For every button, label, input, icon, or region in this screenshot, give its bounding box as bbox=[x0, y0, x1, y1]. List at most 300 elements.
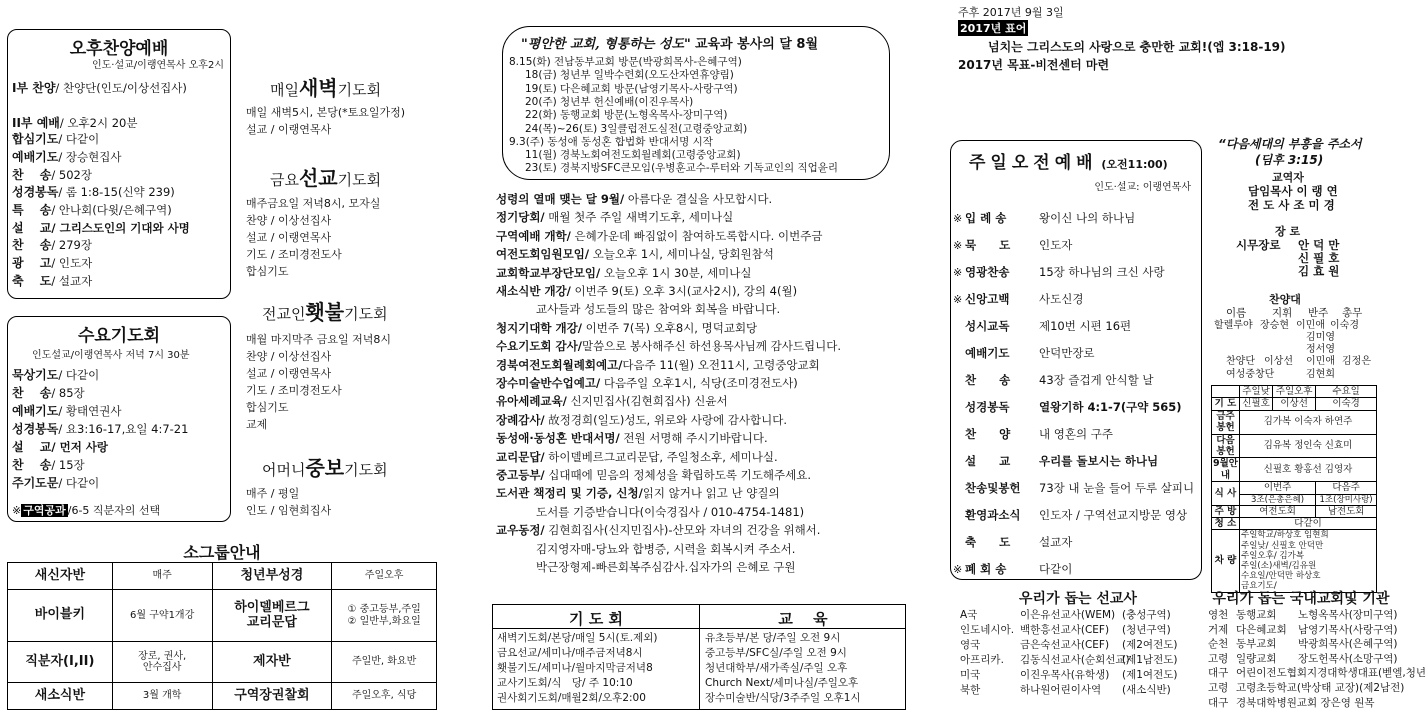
smallgroup-cell: 구역장권찰회 bbox=[212, 682, 332, 709]
service-label: 폐 회 송 bbox=[965, 562, 1007, 576]
row-value: / 다같이 bbox=[58, 476, 100, 490]
missionary-cell: 미국 bbox=[960, 669, 981, 681]
row-label: I부 찬양 bbox=[12, 81, 56, 95]
news-label: 수요기도회 감사/ bbox=[496, 339, 582, 354]
row-value: / 오후2시 20분 bbox=[59, 116, 138, 130]
row-label: 광 고 bbox=[12, 256, 52, 270]
service-value: 인도자 bbox=[1039, 238, 1073, 252]
row-label: 설 교 bbox=[12, 221, 52, 235]
duty-row bbox=[1212, 482, 1377, 494]
service-label: 입 례 송 bbox=[965, 211, 1007, 225]
news-text: 읽지 않거나 읽고 난 양질의 bbox=[642, 486, 780, 501]
domestic-cell: 고령 bbox=[1208, 652, 1229, 665]
news-label: 경북여전도회월례회예고/ bbox=[496, 357, 623, 372]
row-value: / 다같이 bbox=[58, 132, 100, 146]
smallgroup-cell: 3월 개학 bbox=[112, 682, 212, 709]
morning-service-box bbox=[950, 140, 1202, 580]
choir-cell: 이상선 bbox=[1264, 356, 1293, 367]
row-value: / 장승현집사 bbox=[58, 150, 122, 164]
choir-cell: 장승현 bbox=[1260, 320, 1289, 331]
news-label: 유아세례교육/ bbox=[496, 394, 567, 409]
domestic-cell: 박광희목사(은혜구역) bbox=[1298, 638, 1398, 651]
choir-cell: 김현희 bbox=[1306, 369, 1335, 380]
service-value: 15장 하나님의 크신 사랑 bbox=[1039, 265, 1165, 279]
duty-cell: 남전도회 bbox=[1316, 505, 1377, 517]
missionary-cell: 금은숙선교사(CEF) bbox=[1020, 639, 1110, 651]
duty-cell: 신필호 황홍선 김영자 bbox=[1240, 458, 1377, 482]
service-label: 성시교독 bbox=[965, 319, 1010, 333]
duty-cell: 김유복 정인숙 신효미 bbox=[1240, 434, 1377, 458]
duty-header: 주일오후 bbox=[1273, 386, 1316, 398]
news-label: 여전도회임원모임/ bbox=[496, 247, 590, 262]
domestic-cell: 노형옥목사(장미구역) bbox=[1298, 609, 1398, 621]
domestic-cell: 고령초등학교(박상태 교장)(제2남전) bbox=[1236, 682, 1405, 694]
standing-mark: ※ bbox=[953, 212, 963, 225]
service-value: 내 영혼의 구주 bbox=[1039, 427, 1113, 441]
news-label: 새소식반 개강/ bbox=[496, 284, 571, 298]
news-item bbox=[496, 341, 841, 353]
choir-cell: 이민애 bbox=[1306, 356, 1335, 367]
smallgroup-cell: 하이델베르그 교리문답 bbox=[212, 590, 332, 642]
choir-cell: 이민애 bbox=[1296, 320, 1325, 331]
news-text: 김현희집사(신지민집사)-산모와 자녀의 건강을 위해서. bbox=[544, 523, 821, 538]
news-item bbox=[496, 412, 788, 427]
missionary-cell: (새소식반) bbox=[1122, 684, 1171, 696]
choir-col-head: 반주 bbox=[1308, 307, 1329, 319]
row-label: 합심기도 bbox=[12, 132, 59, 146]
staff-motto: “다음세대의 부흥을 주소서 bbox=[1218, 137, 1362, 151]
smallgroup-row bbox=[8, 682, 437, 709]
smallgroup-row bbox=[8, 563, 437, 590]
duty-header: 주일낮 bbox=[1240, 386, 1273, 398]
standing-mark: ※ bbox=[953, 563, 963, 576]
schedule-item: 18(금) 청년부 일박수련회(오도산자연휴양림) bbox=[525, 69, 734, 82]
missionary-cell: 아프리카. bbox=[960, 654, 1004, 666]
staff-motto-ref: (딤후 3:15) bbox=[1255, 153, 1324, 167]
news-item bbox=[496, 212, 733, 224]
wednesday-prayer-sub: 인도설교/이랭연목사 저녁 7시 30분 bbox=[32, 350, 190, 361]
choir-cell: 찬양단 bbox=[1226, 356, 1255, 367]
mission-prayer-line: 찬양 / 이상선집사 bbox=[246, 214, 332, 227]
wednesday-row bbox=[12, 369, 99, 382]
row-value: / 먼저 사랑 bbox=[51, 440, 109, 454]
afternoon-row bbox=[12, 169, 92, 182]
duty-header-row bbox=[1212, 386, 1377, 398]
prayer-meeting-item: 교사기도회/식 당/ 주 10:10 bbox=[497, 677, 633, 689]
afternoon-row bbox=[12, 257, 92, 270]
duty-table bbox=[1211, 385, 1377, 593]
row-value: / 찬양단(인도/이상선집사) bbox=[55, 81, 187, 95]
prayer-meeting-item: 횃불기도/세미나/월마지막금저녁8 bbox=[497, 662, 653, 674]
mother-prayer-line: 인도 / 임현희집사 bbox=[246, 504, 332, 517]
news-text: 교사들과 성도들의 많은 참여와 회복을 바랍니다. bbox=[536, 302, 781, 317]
news-label: 중고등부/ bbox=[496, 468, 545, 482]
schedule-item: 11(월) 경북노회여전도회월례회(고령중앙교회) bbox=[525, 149, 741, 162]
prayer-meeting-item: 새벽기도회/본당/매일 5시(토.제외) bbox=[497, 632, 658, 644]
pastor-head: 교역자 bbox=[1272, 171, 1304, 184]
elder-name: 신 필 호 bbox=[1298, 251, 1340, 265]
missionary-cell: (제2여전도) bbox=[1122, 639, 1178, 651]
choir-col-head: 총무 bbox=[1342, 307, 1363, 319]
prayer-meeting-head: 기 도 회 bbox=[569, 610, 623, 628]
afternoon-row bbox=[12, 239, 92, 252]
duty-cell: 기 도 bbox=[1212, 398, 1240, 410]
schedule-item: 20(주) 청년부 헌신예배(이진우목사) bbox=[525, 95, 694, 108]
service-value: 안덕만장로 bbox=[1039, 346, 1095, 360]
service-label: 성경봉독 bbox=[965, 400, 1010, 414]
duty-cell: 청 소 bbox=[1212, 518, 1240, 530]
education-head: 교 육 bbox=[778, 610, 828, 628]
news-text: 다음주 11(월) 오전11시, 고령중앙교회 bbox=[622, 357, 820, 372]
schedule-item: 19(토) 다은혜교회 방문(남영기목사-사랑구역) bbox=[525, 82, 738, 95]
missionary-cell: 백한흥선교사(CEF) bbox=[1020, 624, 1110, 636]
row-label: 찬 송 bbox=[12, 386, 52, 400]
schedule-item: 9.3(주) 동성애 동성혼 합법화 반대서명 시작 bbox=[509, 135, 713, 148]
duty-cell: 3조(은총은혜) bbox=[1240, 494, 1316, 505]
duty-row bbox=[1212, 518, 1377, 530]
smallgroup-row bbox=[8, 642, 437, 683]
domestic-cell: 동부교회 bbox=[1236, 638, 1277, 651]
domestic-cell: 대구 bbox=[1208, 696, 1229, 709]
row-value: / 요3:16-17,요일 4:7-21 bbox=[58, 422, 189, 436]
domestic-cell: 장도헌목사(소망구역) bbox=[1298, 652, 1398, 665]
domestic-title: 우리가 돕는 국내교회및 기관 bbox=[1212, 591, 1390, 607]
smallgroup-cell: 장로, 권사, 안수집사 bbox=[112, 642, 212, 683]
choir-head: 찬양대 bbox=[1269, 293, 1301, 306]
news-item bbox=[496, 194, 772, 206]
row-value: / 설교자 bbox=[51, 274, 93, 288]
duty-row bbox=[1212, 398, 1377, 410]
schedule-item: 22(화) 동행교회 방문(노형옥목사-장미구역) bbox=[525, 109, 728, 122]
schedule-item: 23(토) 경북지방SFC큰모임(우병훈교수-루터와 기독교인의 직업윤리 bbox=[525, 162, 839, 175]
row-value: / 롬 1:8-15(신약 239) bbox=[58, 185, 175, 199]
duty-cell: 1조(장미사랑) bbox=[1316, 494, 1377, 505]
duty-cell: 이숙경 bbox=[1316, 398, 1377, 410]
mission-prayer-line: 합심기도 bbox=[246, 265, 289, 278]
elder-head: 장 로 bbox=[1275, 225, 1301, 238]
smallgroup-cell: 주일오후 bbox=[332, 563, 437, 590]
news-text: 故정경희(일도)성도, 위로와 사랑에 감사합니다. bbox=[544, 412, 788, 427]
elder-name: 안 덕 만 bbox=[1298, 238, 1340, 252]
mission-prayer-line: 매주금요일 저녁8시, 모자실 bbox=[246, 197, 381, 210]
prayer-meeting-item: 권사회기도회/매월2회/오후2:00 bbox=[497, 692, 646, 704]
duty-cell: 이번주 bbox=[1240, 482, 1316, 494]
education-item: 중고등부/SFC실/주일 오전 9시 bbox=[705, 647, 847, 659]
smallgroup-cell: 주일반, 화요반 bbox=[332, 642, 437, 683]
smallgroup-cell: 6월 구약1개강 bbox=[112, 590, 212, 642]
afternoon-service-box bbox=[7, 29, 231, 299]
duty-header: 수요일 bbox=[1316, 386, 1377, 398]
news-label: 성령의 열매 맺는 달 9월/ bbox=[496, 192, 625, 206]
news-text: 은혜가운데 빠짐없이 참여하도록합시다. 이번주금 bbox=[570, 228, 823, 243]
smallgroup-cell: 청년부성경 bbox=[212, 563, 332, 590]
service-label: 예배기도 bbox=[965, 346, 1010, 360]
church-goal: 2017년 목표-비전센터 마련 bbox=[958, 58, 1110, 72]
afternoon-row bbox=[12, 275, 92, 288]
wednesday-row bbox=[12, 441, 108, 454]
choir-cell: 정서영 bbox=[1306, 344, 1335, 355]
row-label: 찬 송 bbox=[12, 458, 52, 472]
news-item bbox=[496, 265, 752, 280]
duty-cell: 다음주 bbox=[1316, 482, 1377, 494]
row-label: II부 예배 bbox=[12, 116, 60, 130]
news-label: 장례감사/ bbox=[496, 412, 545, 427]
standing-mark: ※ bbox=[953, 266, 963, 279]
news-item bbox=[536, 304, 780, 316]
row-value: / 85장 bbox=[51, 386, 85, 400]
service-label: 찬 양 bbox=[965, 427, 1011, 441]
bulletin-date: 주후 2017년 9월 3일 bbox=[958, 6, 1064, 19]
meeting-table bbox=[492, 604, 906, 710]
missionary-cell: A국 bbox=[960, 609, 978, 621]
service-value: 인도자 / 구역선교지방문 영상 bbox=[1039, 508, 1188, 522]
news-text: 하이델베르그교리문답, 주일청소후, 세미나실. bbox=[544, 449, 778, 464]
service-value: 제10번 시편 16편 bbox=[1039, 319, 1132, 333]
row-value: / 인도자 bbox=[51, 256, 93, 270]
news-text: 오늘오후 1시, 세미나실, 당회원참석 bbox=[589, 247, 774, 262]
row-label: 설 교 bbox=[12, 440, 52, 454]
smallgroup-row bbox=[8, 590, 437, 642]
choir-cell: 이숙경 bbox=[1330, 320, 1359, 331]
wednesday-row bbox=[12, 477, 99, 490]
news-item bbox=[496, 488, 780, 500]
mission-prayer-title: 금요선교기도회 bbox=[270, 166, 382, 190]
duty-row bbox=[1212, 458, 1377, 482]
duty-cell: 신필호 bbox=[1240, 398, 1273, 410]
pastor-name: 전 도 사 조 미 경 bbox=[1248, 198, 1335, 212]
education-item: 유초등부/본 당/주일 오전 9시 bbox=[705, 632, 841, 644]
service-value: 다같이 bbox=[1039, 562, 1073, 576]
row-value: / 황태연권사 bbox=[58, 404, 122, 418]
education-item: Church Next/세미나실/주일오후 bbox=[705, 677, 859, 689]
domestic-cell: 고령 bbox=[1208, 682, 1229, 694]
duty-header bbox=[1212, 386, 1240, 398]
elder-name: 김 효 원 bbox=[1298, 264, 1340, 278]
smallgroup-cell: 제자반 bbox=[212, 642, 332, 683]
row-label: 묵상기도 bbox=[12, 368, 59, 382]
banner-title: "평안한 교회, 형통하는 성도" 교육과 봉사의 달 8월 bbox=[521, 37, 819, 52]
news-label: 교우동정/ bbox=[496, 523, 545, 538]
news-text: 전원 서명해 주시기바랍니다. bbox=[619, 431, 768, 446]
afternoon-service-title: 오후찬양예배 bbox=[69, 39, 169, 59]
news-item bbox=[536, 541, 796, 556]
torch-prayer-line: 설교 / 이랭연목사 bbox=[246, 367, 332, 380]
choir-cell: 여성중창단 bbox=[1226, 369, 1275, 380]
duty-cell: 금주봉헌 bbox=[1212, 410, 1240, 434]
service-value: 열왕기하 4:1-7(구약 565) bbox=[1039, 400, 1182, 414]
duty-cell: 여전도회 bbox=[1240, 505, 1316, 517]
row-label: 예배기도 bbox=[12, 150, 59, 164]
domestic-cell: 경북대학병원교회 장은영 원목 bbox=[1236, 696, 1375, 709]
standing-mark: ※ bbox=[953, 293, 963, 306]
news-item bbox=[496, 228, 823, 243]
dawn-prayer-line: 설교 / 이랭연목사 bbox=[246, 123, 332, 136]
pastor-name: 담임목사 이 랭 연 bbox=[1248, 184, 1338, 198]
smallgroup-cell: 새신자반 bbox=[8, 563, 113, 590]
news-item bbox=[496, 449, 778, 464]
news-item bbox=[496, 378, 798, 390]
duty-row bbox=[1212, 530, 1377, 592]
row-label: 찬 송 bbox=[12, 238, 52, 252]
lesson-note: ※ 구역공과 /6-5 직분자의 선택 bbox=[12, 504, 161, 517]
smallgroup-cell: 직분자(I,II) bbox=[8, 642, 113, 683]
smallgroup-cell: 새소식반 bbox=[8, 682, 113, 709]
smallgroup-cell: 바이블키 bbox=[8, 590, 113, 642]
motto-label: 2017년 표어 bbox=[960, 22, 1027, 35]
row-value: / 다같이 bbox=[58, 368, 100, 382]
news-item bbox=[536, 504, 805, 519]
dawn-prayer-title: 매일새벽기도회 bbox=[270, 76, 382, 100]
choir-col-head: 지휘 bbox=[1272, 307, 1293, 319]
missionary-cell: (제1남전도) bbox=[1122, 654, 1178, 666]
torch-prayer-line: 찬양 / 이상선집사 bbox=[246, 350, 332, 363]
choir-cell: 할렐루야 bbox=[1214, 320, 1253, 331]
torch-prayer-line: 매월 마지막주 금요일 저녁8시 bbox=[246, 333, 391, 346]
news-item bbox=[496, 470, 811, 482]
service-label: 설 교 bbox=[965, 454, 1011, 468]
domestic-cell: 순천 bbox=[1208, 638, 1229, 651]
elder-label: 시무장로 bbox=[1236, 238, 1281, 252]
wednesday-row bbox=[12, 387, 85, 400]
service-value: 73장 내 눈을 들어 두루 살피니 bbox=[1039, 481, 1195, 495]
missionary-cell: (청년구역) bbox=[1122, 624, 1171, 636]
missionary-cell: 이은유선교사(WEM) bbox=[1020, 609, 1116, 621]
news-item bbox=[496, 396, 728, 408]
wednesday-row bbox=[12, 423, 188, 436]
mission-prayer-line: 설교 / 이랭연목사 bbox=[246, 231, 332, 244]
service-value: 우리를 돌보시는 하나님 bbox=[1039, 454, 1159, 468]
row-label: 예배기도 bbox=[12, 404, 59, 418]
afternoon-row bbox=[12, 133, 99, 146]
afternoon-row bbox=[12, 82, 187, 95]
row-label: 성경봉독 bbox=[12, 422, 59, 436]
smallgroup-cell: 매주 bbox=[112, 563, 212, 590]
news-label: 구역예배 개학/ bbox=[496, 228, 571, 243]
row-label: 축 도 bbox=[12, 274, 52, 288]
smallgroup-cell: 주일오후, 식당 bbox=[332, 682, 437, 709]
afternoon-row bbox=[12, 117, 137, 130]
domestic-cell: 대구 bbox=[1208, 667, 1229, 680]
news-item bbox=[496, 525, 820, 537]
service-value: 사도신경 bbox=[1039, 292, 1084, 306]
domestic-cell: 동행교회 bbox=[1236, 609, 1277, 621]
news-label: 도서관 책정리 및 기증, 신청/ bbox=[496, 486, 643, 501]
missionary-cell: 하나원어린이사역 bbox=[1020, 684, 1102, 696]
wednesday-prayer-box bbox=[7, 316, 231, 522]
service-label: 신앙고백 bbox=[965, 292, 1010, 306]
row-value: / 안나회(다윗/은혜구역) bbox=[51, 203, 172, 217]
news-label: 청지기대학 개강/ bbox=[496, 320, 582, 335]
smallgroup-cell: ① 중고등부,주일 ② 일반부,화요일 bbox=[332, 590, 437, 642]
afternoon-row bbox=[12, 222, 190, 235]
choir-col-head: 이름 bbox=[1226, 307, 1247, 319]
wednesday-row bbox=[12, 459, 85, 472]
choir-cell: 김정은 bbox=[1342, 356, 1371, 367]
news-text: 이번주 7(목) 오후8시, 명덕교회당 bbox=[581, 320, 758, 335]
domestic-cell: 영천 bbox=[1208, 609, 1229, 621]
missionary-cell: 영국 bbox=[960, 639, 981, 651]
domestic-cell: 어린이전도협회지경대학생대표(벧엘,청년 bbox=[1236, 667, 1426, 680]
news-text: 말씀으로 봉사해주신 하선용목사님께 감사드립니다. bbox=[581, 339, 841, 354]
row-label: 특 송 bbox=[12, 203, 52, 217]
news-text: 이번주 9(토) 오후 3시(교사2시), 강의 4(월) bbox=[570, 284, 798, 298]
schedule-item: 24(목)~26(토) 3일클럽전도실전(고령중앙교회) bbox=[525, 122, 748, 135]
domestic-cell: 다은혜교회 bbox=[1236, 623, 1287, 636]
news-item bbox=[496, 249, 774, 261]
news-text: 십대때에 믿음의 정체성을 확립하도록 기도해주세요. bbox=[544, 468, 811, 482]
news-label: 정기당회/ bbox=[496, 210, 545, 225]
service-value: 설교자 bbox=[1039, 535, 1073, 549]
choir-cell: 김미영 bbox=[1306, 332, 1335, 343]
mother-prayer-line: 매주 / 평일 bbox=[246, 487, 300, 500]
missionary-cell: (제1여전도) bbox=[1122, 669, 1178, 681]
news-label: 장수미술반수업예고/ bbox=[496, 376, 601, 390]
missionary-cell: 이진우목사(유학생) bbox=[1020, 669, 1110, 681]
news-item bbox=[496, 286, 797, 298]
afternoon-row bbox=[12, 151, 121, 164]
news-text: 매월 첫주 주일 새벽기도후, 세미나실 bbox=[544, 210, 734, 225]
mother-prayer-title: 어머니중보기도회 bbox=[262, 456, 388, 480]
duty-cell: 9월안내 bbox=[1213, 458, 1238, 481]
smallgroup-table bbox=[7, 562, 437, 710]
service-label: 찬송및봉헌 bbox=[965, 481, 1021, 495]
row-value: / 279장 bbox=[51, 238, 92, 252]
duty-cell: 다같이 bbox=[1240, 518, 1377, 530]
missionary-cell: 인도네시아. bbox=[960, 624, 1015, 636]
missionary-title: 우리가 돕는 선교사 bbox=[1019, 591, 1137, 607]
schedule-item: 8.15(화) 전남동부교회 방문(박광희목사-은혜구역) bbox=[509, 56, 742, 68]
news-label: 교리문답/ bbox=[496, 449, 545, 464]
duty-row bbox=[1212, 434, 1377, 458]
duty-cell: 차 량 bbox=[1212, 530, 1240, 592]
service-value: 43장 즐겁게 안식할 날 bbox=[1039, 373, 1154, 387]
missionary-cell: (충성구역) bbox=[1122, 609, 1171, 621]
mission-prayer-line: 기도 / 조미경전도사 bbox=[246, 248, 342, 261]
news-text: 신지민집사(김현희집사) 신윤서 bbox=[566, 394, 728, 409]
morning-service-title: 주일오전예배 (오전11:00) bbox=[969, 153, 1168, 173]
wednesday-prayer-title: 수요기도회 bbox=[77, 326, 161, 346]
row-value: / 15장 bbox=[51, 458, 85, 472]
row-label: 주기도문 bbox=[12, 476, 59, 490]
duty-cell: 이상선 bbox=[1273, 398, 1316, 410]
torch-prayer-title: 전교인횃불기도회 bbox=[262, 300, 388, 324]
morning-service-leader: 인도·설교: 이랭연목사 bbox=[1094, 182, 1191, 193]
row-value: / 그리스도인의 기대와 사명 bbox=[51, 221, 190, 235]
row-label: 성경봉독 bbox=[12, 185, 59, 199]
domestic-cell: 남영기목사(사랑구역) bbox=[1298, 623, 1398, 636]
duty-cell: 주일학교/하상호 임현희 주일낮/ 신필호 안덕만 주일오후/ 김가복 주일(소)새벽/김유원 수요일/안덕만 하상호 금요기도/ bbox=[1240, 530, 1377, 592]
news-text: 김지영자매-당뇨와 합병증, 시력을 회복시켜 주소서. bbox=[536, 541, 796, 556]
news-item bbox=[496, 320, 758, 335]
duty-row bbox=[1212, 505, 1377, 517]
service-value: 왕이신 나의 하나님 bbox=[1039, 211, 1136, 225]
missionary-cell: 북한 bbox=[960, 684, 981, 696]
service-label: 축 도 bbox=[965, 535, 1011, 549]
afternoon-service-sub: 인도·설교/이랭연목사 오후2시 bbox=[91, 60, 224, 71]
domestic-cell: 일량교회 bbox=[1236, 652, 1277, 665]
missionary-cell: 김동식선교사(순회선교) bbox=[1020, 654, 1130, 666]
duty-cell: 다음봉헌 bbox=[1212, 434, 1240, 458]
duty-cell: 김가복 이숙자 하연주 bbox=[1240, 410, 1377, 434]
afternoon-row bbox=[12, 204, 172, 217]
standing-mark: ※ bbox=[953, 239, 963, 252]
duty-cell: 주 방 bbox=[1212, 505, 1240, 517]
wednesday-row bbox=[12, 405, 121, 418]
torch-prayer-line: 교제 bbox=[246, 418, 268, 431]
duty-cell: 식 사 bbox=[1212, 482, 1240, 506]
news-text: 다음주일 오후1시, 식당(조미경전도사) bbox=[600, 376, 798, 390]
smallgroup-title: 소그룹안내 bbox=[183, 543, 261, 562]
